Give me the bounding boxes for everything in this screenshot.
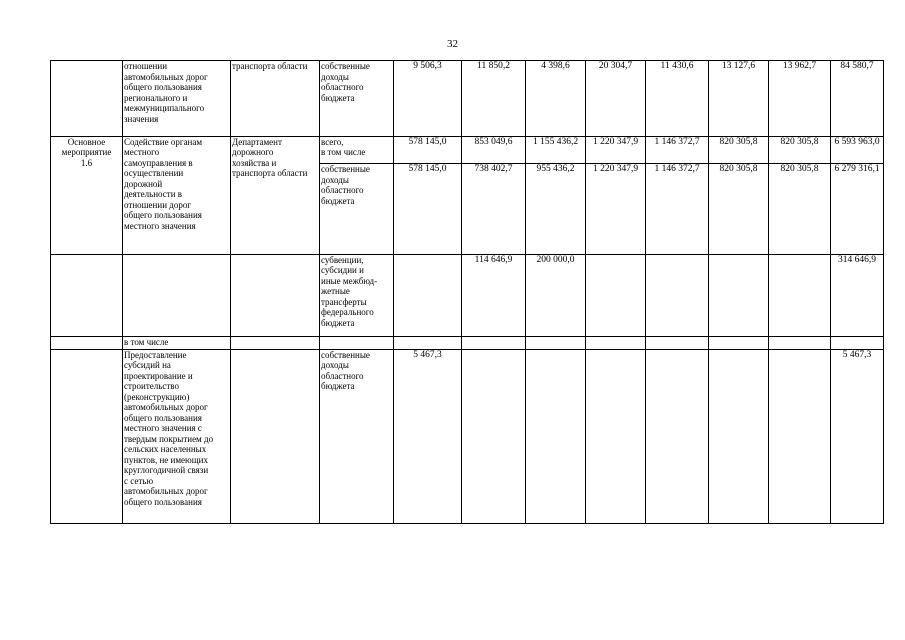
cell-value (586, 349, 646, 523)
cell-measure (51, 336, 123, 349)
cell-source: субвенции, субсидии и иные межбюд- жетные трансферты федерального бюджета (320, 254, 394, 336)
cell-description: отношении автомобильных дорог общего пользования регионального и межмуниципального значения (123, 61, 231, 137)
cell-value (646, 349, 709, 523)
table-row (51, 61, 884, 137)
cell-value: 13 127,6 (709, 61, 769, 137)
cell-executor: Департамент дорожного хозяйства и транспорта области (231, 136, 320, 254)
cell-total: 314 646,9 (831, 254, 884, 336)
cell-executor (231, 336, 320, 349)
cell-value: 578 145,0 (394, 164, 462, 254)
cell-measure: Основное мероприятие 1.6 (51, 136, 123, 254)
cell-total: 5 467,3 (831, 349, 884, 523)
cell-description: Предоставление субсидий на проектирование и строительство (реконструкцию) автомобильных дорог общего пользования местного значения с твердым покрытием до сельских населенных пунктов, не имеющих круглогодичной связи с сетью автомобильных дорог общего пользования (123, 349, 231, 523)
cell-value: 114 646,9 (462, 254, 526, 336)
cell-measure (51, 254, 123, 336)
cell-value: 1 146 372,7 (646, 164, 709, 254)
cell-total: 6 593 963,0 (831, 136, 884, 164)
table-row (51, 136, 884, 164)
cell-value: 955 436,2 (526, 164, 586, 254)
table-row (51, 254, 884, 336)
cell-description: в том числе (123, 336, 231, 349)
cell-total (831, 336, 884, 349)
cell-value (462, 349, 526, 523)
cell-executor (231, 254, 320, 336)
cell-value: 1 220 347,9 (586, 136, 646, 164)
cell-value: 1 220 347,9 (586, 164, 646, 254)
table-row (51, 336, 884, 349)
cell-executor: транспорта области (231, 61, 320, 137)
table-row (51, 349, 884, 523)
cell-value (394, 254, 462, 336)
cell-value: 13 962,7 (769, 61, 831, 137)
cell-value: 820 305,8 (769, 136, 831, 164)
cell-source: собственные доходы областного бюджета (320, 164, 394, 254)
cell-value (646, 254, 709, 336)
page-number: 32 (447, 38, 458, 50)
cell-value: 4 398,6 (526, 61, 586, 137)
cell-value (586, 336, 646, 349)
cell-value: 853 049,6 (462, 136, 526, 164)
cell-value: 1 146 372,7 (646, 136, 709, 164)
cell-source: всего, в том числе (320, 136, 394, 164)
cell-total: 84 580,7 (831, 61, 884, 137)
cell-value (709, 349, 769, 523)
cell-value (646, 336, 709, 349)
cell-value (769, 336, 831, 349)
cell-value: 20 304,7 (586, 61, 646, 137)
cell-value: 9 506,3 (394, 61, 462, 137)
cell-measure (51, 61, 123, 137)
cell-value (586, 254, 646, 336)
cell-value: 578 145,0 (394, 136, 462, 164)
cell-source (320, 336, 394, 349)
cell-value: 5 467,3 (394, 349, 462, 523)
cell-value (769, 254, 831, 336)
cell-value: 738 402,7 (462, 164, 526, 254)
cell-executor (231, 349, 320, 523)
cell-description: Содействие органам местного самоуправления в осуществлении дорожной деятельности в отношении дорог общего пользования местного значения (123, 136, 231, 254)
cell-value (709, 254, 769, 336)
cell-value: 820 305,8 (769, 164, 831, 254)
cell-value (394, 336, 462, 349)
cell-description (123, 254, 231, 336)
cell-value: 820 305,8 (709, 164, 769, 254)
cell-value: 1 155 436,2 (526, 136, 586, 164)
cell-value (526, 336, 586, 349)
cell-value (769, 349, 831, 523)
cell-value (462, 336, 526, 349)
cell-value (526, 349, 586, 523)
cell-source: собственные доходы областного бюджета (320, 61, 394, 137)
budget-table (50, 60, 884, 524)
cell-total: 6 279 316,1 (831, 164, 884, 254)
cell-value: 11 850,2 (462, 61, 526, 137)
cell-source: собственные доходы областного бюджета (320, 349, 394, 523)
cell-value: 820 305,8 (709, 136, 769, 164)
cell-value: 11 430,6 (646, 61, 709, 137)
cell-value: 200 000,0 (526, 254, 586, 336)
cell-value (709, 336, 769, 349)
cell-measure (51, 349, 123, 523)
